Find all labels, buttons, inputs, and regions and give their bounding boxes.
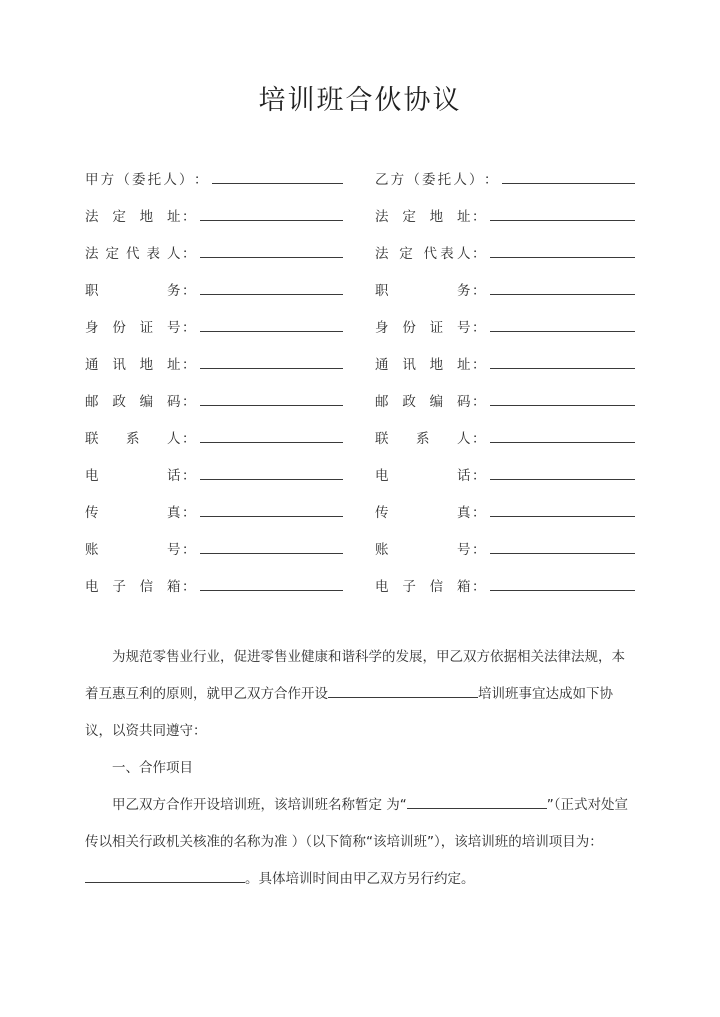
party-a-field-input[interactable] [200, 540, 344, 554]
clause-paragraph [85, 787, 637, 898]
field-colon: ： [182, 283, 196, 299]
party-field-row [0, 575, 720, 612]
field-colon: ： [182, 579, 196, 595]
party-b-field-label: 身 份 证 号 [375, 320, 471, 336]
parties-form [0, 168, 720, 612]
party-field-row [0, 205, 720, 242]
party-field-row [0, 353, 720, 390]
party-b-field-label: 电 子 信 箱 [375, 579, 471, 595]
party-b-field-label: 通 讯 地 址 [375, 357, 471, 373]
field-colon: ： [182, 394, 196, 410]
party-field-row [0, 279, 720, 316]
party-a-field-input[interactable] [200, 392, 344, 406]
party-b-field-label: 乙方（委托人） [375, 172, 483, 188]
party-b-field-input[interactable] [490, 244, 636, 258]
party-b-field-input[interactable] [490, 540, 636, 554]
party-b-field-label: 账 号 [375, 542, 471, 558]
party-b-field [375, 501, 635, 521]
party-b-field-label: 电 话 [375, 468, 471, 484]
party-b-field [375, 464, 635, 484]
field-colon: ： [472, 320, 486, 336]
party-a-field-label: 传 真 [85, 505, 181, 521]
party-b-field [375, 205, 635, 225]
field-colon: ： [182, 320, 196, 336]
party-b-field-input[interactable] [490, 429, 636, 443]
party-a-field [85, 168, 343, 188]
party-a-field-input[interactable] [200, 503, 344, 517]
field-colon: ： [472, 246, 486, 262]
party-a-field-label: 邮 政 编 码 [85, 394, 181, 410]
party-a-field-label: 通 讯 地 址 [85, 357, 181, 373]
party-a-field-input[interactable] [212, 170, 344, 184]
party-a-field-input[interactable] [200, 355, 344, 369]
field-colon: ： [472, 579, 486, 595]
party-a-field-label: 法定代表人 [85, 246, 181, 262]
field-colon: ： [182, 357, 196, 373]
field-colon: ： [182, 209, 196, 225]
party-field-row [0, 390, 720, 427]
document-body [85, 639, 637, 898]
party-a-field [85, 538, 343, 558]
clause-text-part2: ”（正式对处宣传以相关行政机关核准的名称为准 ）（以下简称“该培训班”），该培训班的培训项目为： [85, 797, 629, 850]
party-a-field-label: 法 定 地 址 [85, 209, 181, 225]
party-b-field-input[interactable] [490, 207, 636, 221]
party-a-field [85, 353, 343, 373]
party-b-field-input[interactable] [490, 355, 636, 369]
party-b-field [375, 353, 635, 373]
field-colon: ： [472, 542, 486, 558]
party-field-row [0, 168, 720, 205]
clause-text-part3: 。具体培训时间由甲乙双方另行约定。 [245, 871, 475, 887]
party-field-row [0, 427, 720, 464]
party-a-field-input[interactable] [200, 318, 344, 332]
party-a-field-label: 账 号 [85, 542, 181, 558]
party-a-field [85, 390, 343, 410]
party-a-field [85, 427, 343, 447]
party-b-field [375, 279, 635, 299]
party-b-field-label: 法 定 代表人 [375, 246, 471, 262]
party-a-field-label: 电 子 信 箱 [85, 579, 181, 595]
party-b-field [375, 316, 635, 336]
party-a-field-input[interactable] [200, 577, 344, 591]
party-b-field-label: 职 务 [375, 283, 471, 299]
field-colon: ： [484, 172, 498, 188]
clause-text-part1: 甲乙双方合作开设培训班，该培训班名称暂定 为“ [112, 797, 407, 813]
party-field-row [0, 242, 720, 279]
party-b-field-input[interactable] [490, 392, 636, 406]
party-field-row [0, 538, 720, 575]
training-class-name-blank[interactable] [407, 795, 547, 809]
party-b-field-label: 联 系 人 [375, 431, 471, 447]
field-colon: ： [182, 468, 196, 484]
field-colon: ： [182, 542, 196, 558]
field-colon: ： [182, 431, 196, 447]
field-colon: ： [194, 172, 208, 188]
party-a-field-label: 甲方（委托人） [85, 172, 193, 188]
party-field-row [0, 464, 720, 501]
field-colon: ： [182, 246, 196, 262]
party-b-field [375, 538, 635, 558]
party-a-field [85, 242, 343, 262]
party-b-field-label: 邮 政 编 码 [375, 394, 471, 410]
party-a-field-input[interactable] [200, 281, 344, 295]
party-b-field-input[interactable] [490, 577, 636, 591]
party-a-field [85, 279, 343, 299]
field-colon: ： [472, 394, 486, 410]
field-colon: ： [472, 431, 486, 447]
party-b-field-input[interactable] [490, 503, 636, 517]
field-colon: ： [472, 209, 486, 225]
party-a-field-label: 身 份 证 号 [85, 320, 181, 336]
party-a-field-label: 联 系 人 [85, 431, 181, 447]
party-b-field-input[interactable] [490, 466, 636, 480]
preamble-paragraph [85, 639, 637, 750]
section-heading-cooperation-project: 一、合作项目 [112, 760, 193, 776]
party-b-field [375, 168, 635, 188]
party-a-field [85, 575, 343, 595]
party-a-field [85, 464, 343, 484]
party-b-field-input[interactable] [490, 281, 636, 295]
party-a-field-label: 职 务 [85, 283, 181, 299]
party-a-field [85, 316, 343, 336]
field-colon: ： [472, 468, 486, 484]
party-b-field [375, 242, 635, 262]
party-a-field-input[interactable] [200, 244, 344, 258]
party-b-field [375, 390, 635, 410]
training-class-blank-1[interactable] [328, 684, 478, 698]
party-b-field [375, 575, 635, 595]
party-a-field [85, 205, 343, 225]
party-a-field-label: 电 话 [85, 468, 181, 484]
field-colon: ： [472, 283, 486, 299]
field-colon: ： [182, 505, 196, 521]
party-a-field [85, 501, 343, 521]
preamble-text-part1: 为规范零售业行业，促进零售业健康和谐科学的发展，甲乙双方依据相关法律法规，本着互惠互利的原则，就甲乙双方合作开设 [85, 649, 625, 702]
party-a-field-input[interactable] [200, 429, 344, 443]
party-field-row [0, 501, 720, 538]
field-colon: ： [472, 505, 486, 521]
field-colon: ： [472, 357, 486, 373]
party-b-field-input[interactable] [502, 170, 636, 184]
party-b-field [375, 427, 635, 447]
party-field-row [0, 316, 720, 353]
party-b-field-label: 传 真 [375, 505, 471, 521]
party-b-field-input[interactable] [490, 318, 636, 332]
party-a-field-input[interactable] [200, 207, 344, 221]
party-a-field-input[interactable] [200, 466, 344, 480]
party-b-field-label: 法 定 地 址 [375, 209, 471, 225]
preamble-text-part2: 培训班事宜达成如下协议，以资共同遵守： [85, 686, 613, 739]
training-project-blank[interactable] [85, 869, 245, 883]
page-title: 培训班合伙协议 [258, 85, 462, 116]
